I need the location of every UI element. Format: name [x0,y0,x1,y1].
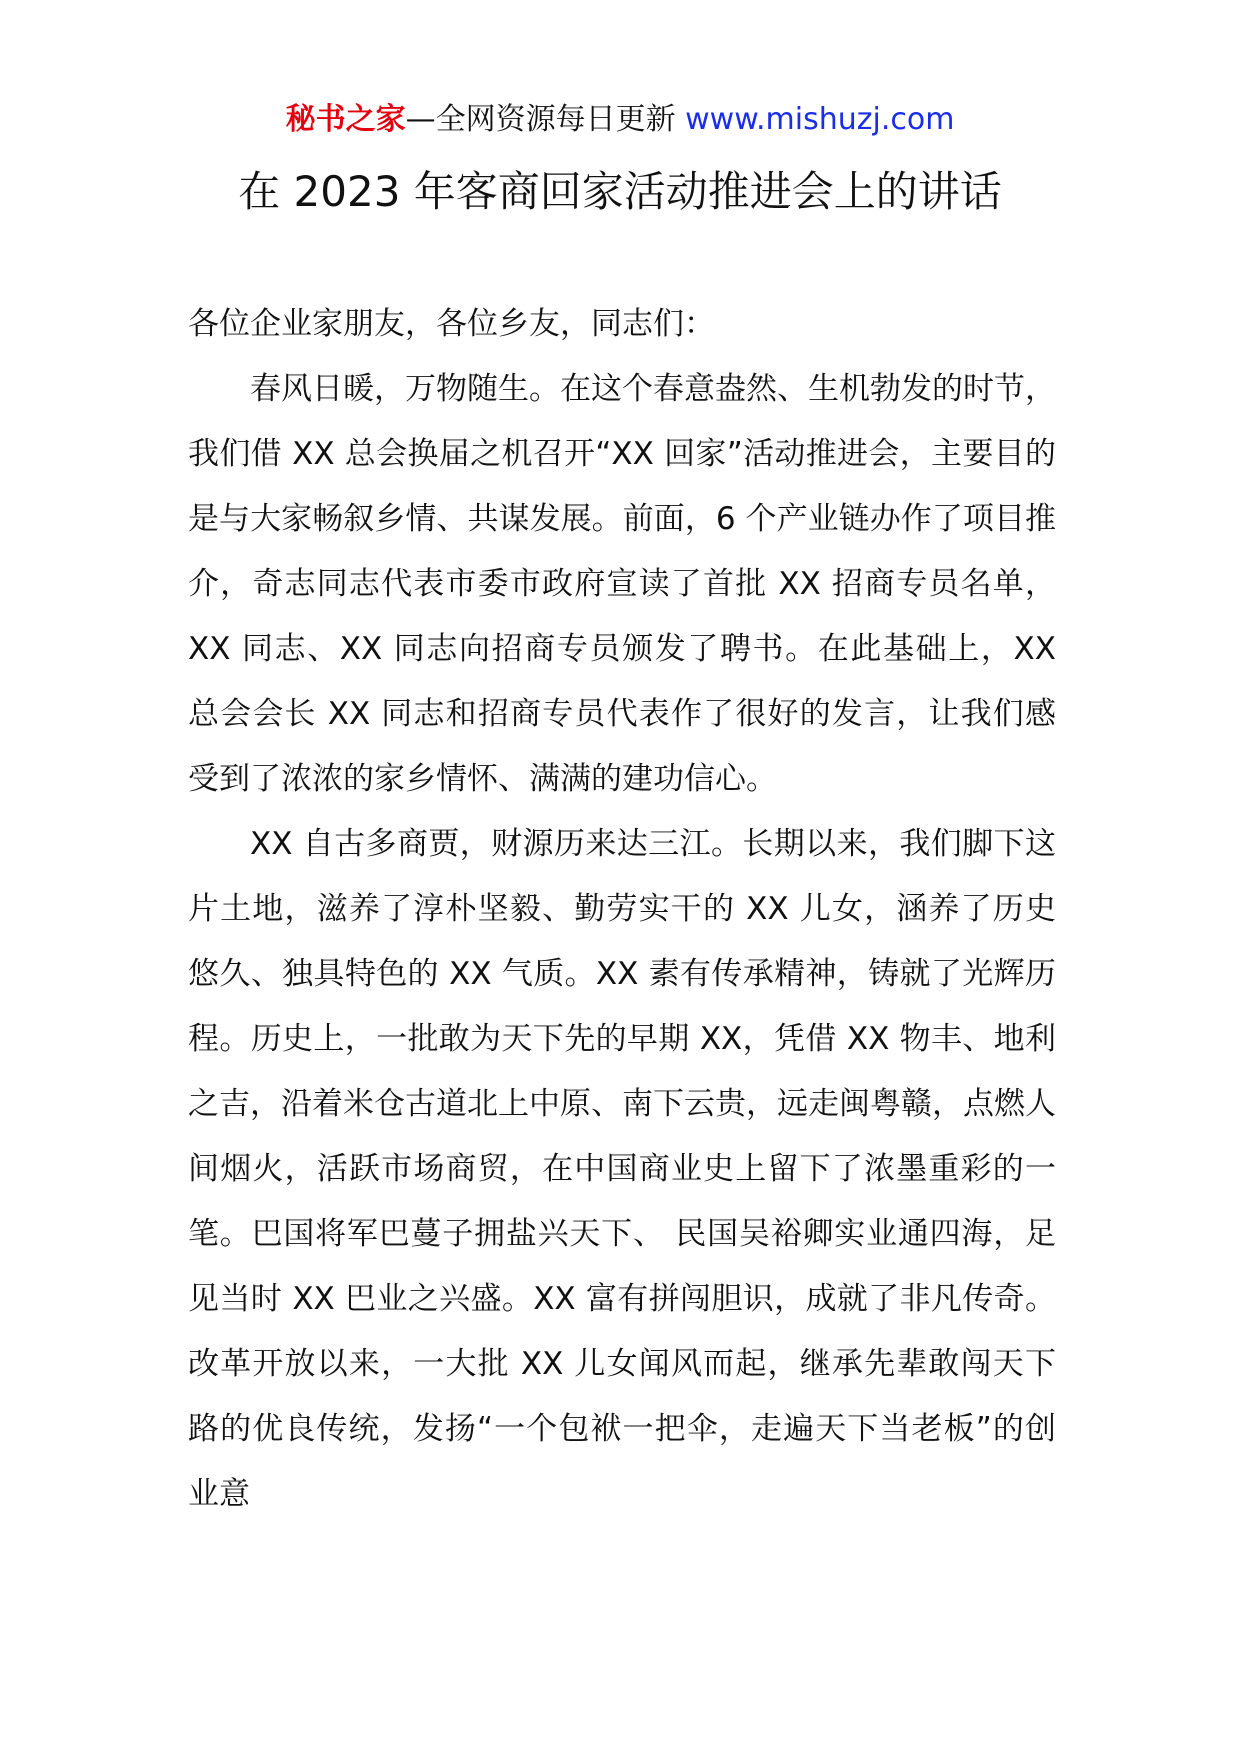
document-title: 在 2023 年客商回家活动推进会上的讲话 [238,167,1002,216]
paragraph-2: XX 自古多商贾，财源历来达三江。长期以来，我们脚下这片土地，滋养了淳朴坚毅、勤劳实干的 XX 儿女，涵养了历史悠久、独具特色的 XX 气质。XX 素有传承精神，铸就了光辉历程。历史上，一批敢为天下先的早期 XX，凭借 XX 物丰、地利之吉，沿着米仓古道北上中原、南下云贵，远走闽粤赣，点燃人间烟火，活跃市场商贸，在中国商业史上留下了浓墨重彩的一笔。巴国将军巴蔓子拥盐兴天下、 民国吴裕卿实业通四海，足见当时 XX 巴业之兴盛。XX 富有拼闯胆识，成就了非凡传奇。改革开放以来，一大批 XX 儿女闻风而起，继承先辈敢闯天下路的优良传统，发扬“一个包袱一把伞，走遍天下当老板”的创业意 [188,826,1056,1512]
document-body [188,292,1056,1527]
paragraph-1: 春风日暖，万物随生。在这个春意盎然、生机勃发的时节，我们借 XX 总会换届之机召开“XX 回家”活动推进会，主要目的是与大家畅叙乡情、共谋发展。前面，6 个产业链办作了项目推介，奇志同志代表市委市政府宣读了首批 XX 招商专员名单，XX 同志、XX 同志向招商专员颁发了聘书。在此基础上，XX 总会会长 XX 同志和招商专员代表作了很好的发言，让我们感受到了浓浓的家乡情怀、满满的建功信心。 [188,371,1056,797]
salutation: 各位企业家朋友，各位乡友，同志们： [188,306,715,342]
site-url-link[interactable]: www.mishuzj.com [685,102,955,137]
site-brand: 秘书之家 [285,102,406,137]
site-tagline: —全网资源每日更新 [405,102,686,137]
site-header [0,98,1240,142]
